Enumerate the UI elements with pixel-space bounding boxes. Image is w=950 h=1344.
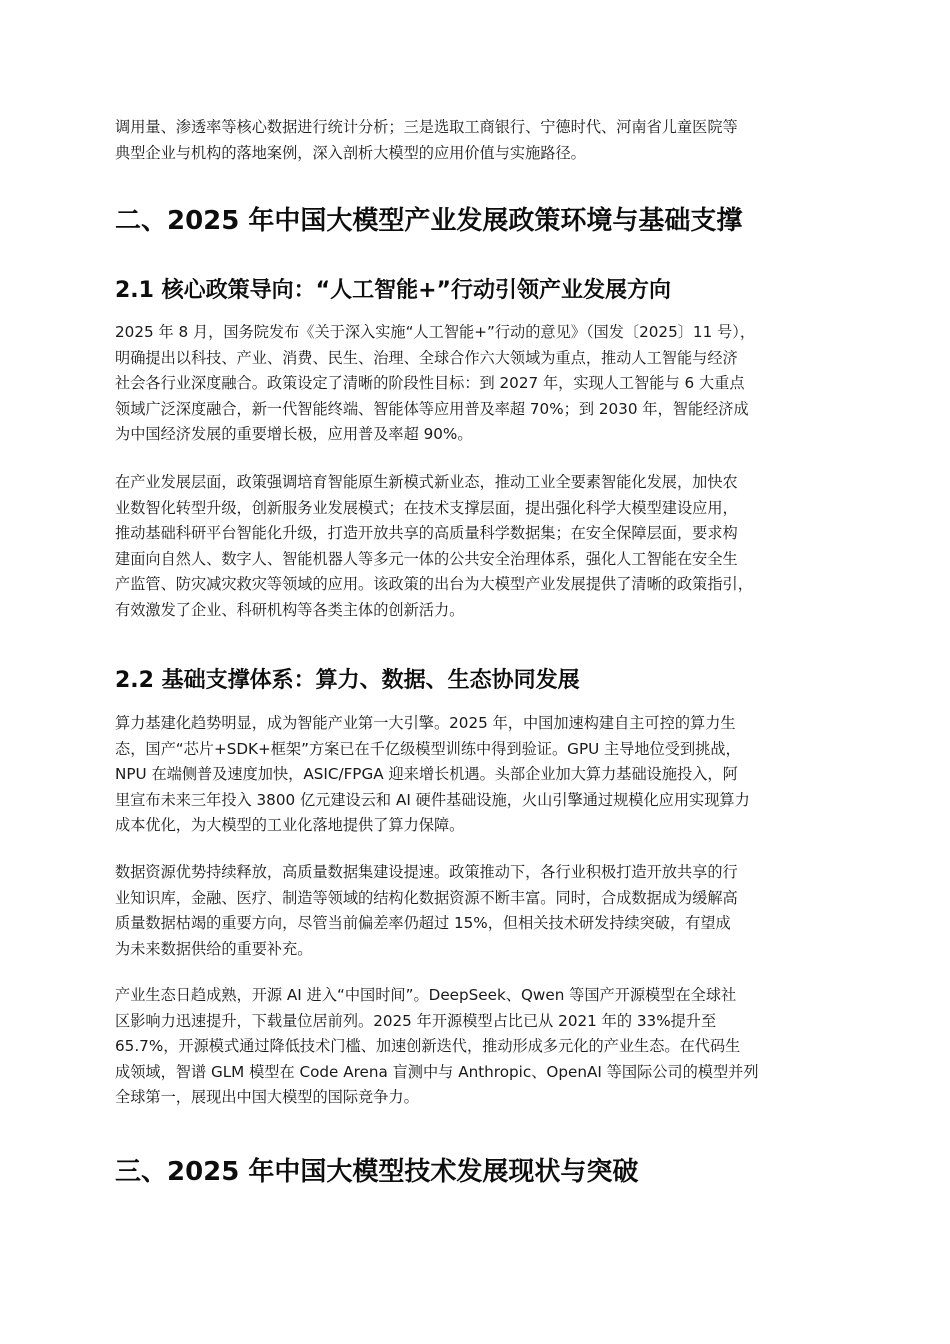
- text-line: 社会各行业深度融合。政策设定了清晰的阶段性目标：到 2027 年，实现人工智能与 6 大重点: [115, 374, 745, 392]
- text-line: 在产业发展层面，政策强调培育智能原生新模式新业态，推动工业全要素智能化发展，加快农: [115, 473, 738, 491]
- text-line: 态，国产“芯片+SDK+框架”方案已在千亿级模型训练中得到验证。GPU 主导地位受到挑战，: [115, 739, 741, 758]
- text-line: 2025 年 8 月，国务院发布《关于深入实施“人工智能+”行动的意见》（国发〔2025〕11 号），: [115, 323, 756, 341]
- text-line: 业知识库，金融、医疗、制造等领域的结构化数据资源不断丰富。同时，合成数据成为缓解高: [115, 888, 738, 907]
- text-line: 建面向自然人、数字人、智能机器人等多元一体的公共安全治理体系，强化人工智能在安全生: [115, 549, 738, 568]
- text-line: 成本优化，为大模型的工业化落地提供了算力保障。: [115, 816, 465, 834]
- text-line: 调用量、渗透率等核心数据进行统计分析；三是选取工商银行、宁德时代、河南省儿童医院等: [115, 118, 738, 136]
- text-line: 业数智化转型升级，创新服务业发展模式；在技术支撑层面，提出强化科学大模型建设应用，: [115, 498, 738, 517]
- section-2-2-heading: 2.2 基础支撑体系：算力、数据、生态协同发展: [115, 668, 580, 693]
- text-line: 产业生态日趋成熟，开源 AI 进入“中国时间”。DeepSeek、Qwen 等国产开源模型在全球社: [115, 986, 737, 1004]
- text-line: NPU 在端侧普及速度加快，ASIC/FPGA 迎来增长机遇。头部企业加大算力基础设施投入，阿: [115, 765, 738, 783]
- text-line: 成领域，智谱 GLM 模型在 Code Arena 盲测中与 Anthropic、OpenAI 等国际公司的模型并列: [115, 1062, 759, 1081]
- text-line: 明确提出以科技、产业、消费、民生、治理、全球合作六大领域为重点，推动人工智能与经济: [115, 348, 738, 367]
- text-line: 里宣布未来三年投入 3800 亿元建设云和 AI 硬件基础设施，火山引擎通过规模化应用实现算力: [115, 790, 750, 809]
- text-line: 有效激发了企业、科研机构等各类主体的创新活力。: [115, 600, 465, 619]
- text-line: 领域广泛深度融合，新一代智能终端、智能体等应用普及率超 70%；到 2030 年，智能经济成: [115, 399, 749, 418]
- text-line: 质量数据枯竭的重要方向，尽管当前偏差率仍超过 15%，但相关技术研发持续突破，有望成: [115, 914, 731, 932]
- text-line: 为中国经济发展的重要增长极，应用普及率超 90%。: [115, 425, 473, 443]
- section-2-heading: 二、2025 年中国大模型产业发展政策环境与基础支撑: [115, 206, 743, 236]
- text-line: 全球第一，展现出中国大模型的国际竞争力。: [115, 1088, 419, 1106]
- text-line: 产监管、防灾减灾救灾等领域的应用。该政策的出台为大模型产业发展提供了清晰的政策指引，: [115, 575, 753, 593]
- section-3-heading: 三、2025 年中国大模型技术发展现状与突破: [115, 1157, 639, 1187]
- section-2-1-paragraph-1: [115, 320, 840, 448]
- intro-paragraph: [115, 115, 840, 166]
- section-2-2-paragraph-1: [115, 711, 840, 839]
- section-2-1-paragraph-2: [115, 470, 840, 623]
- text-line: 区影响力迅速提升，下载量位居前列。2025 年开源模型占比已从 2021 年的 33%提升至: [115, 1011, 717, 1030]
- text-line: 典型企业与机构的落地案例，深入剖析大模型的应用价值与实施路径。: [115, 143, 586, 162]
- section-2-2-paragraph-2: [115, 860, 840, 962]
- text-line: 数据资源优势持续释放，高质量数据集建设提速。政策推动下，各行业积极打造开放共享的行: [115, 863, 738, 881]
- text-line: 65.7%，开源模式通过降低技术门槛、加速创新迭代，推动形成多元化的产业生态。在代码生: [115, 1037, 741, 1055]
- section-2-2-paragraph-3: [115, 983, 840, 1111]
- text-line: 推动基础科研平台智能化升级，打造开放共享的高质量科学数据集；在安全保障层面，要求构: [115, 524, 738, 542]
- section-2-1-heading: 2.1 核心政策导向：“人工智能+”行动引领产业发展方向: [115, 278, 671, 303]
- text-line: 为未来数据供给的重要补充。: [115, 939, 313, 958]
- text-line: 算力基建化趋势明显，成为智能产业第一大引擎。2025 年，中国加速构建自主可控的算力生: [115, 714, 736, 732]
